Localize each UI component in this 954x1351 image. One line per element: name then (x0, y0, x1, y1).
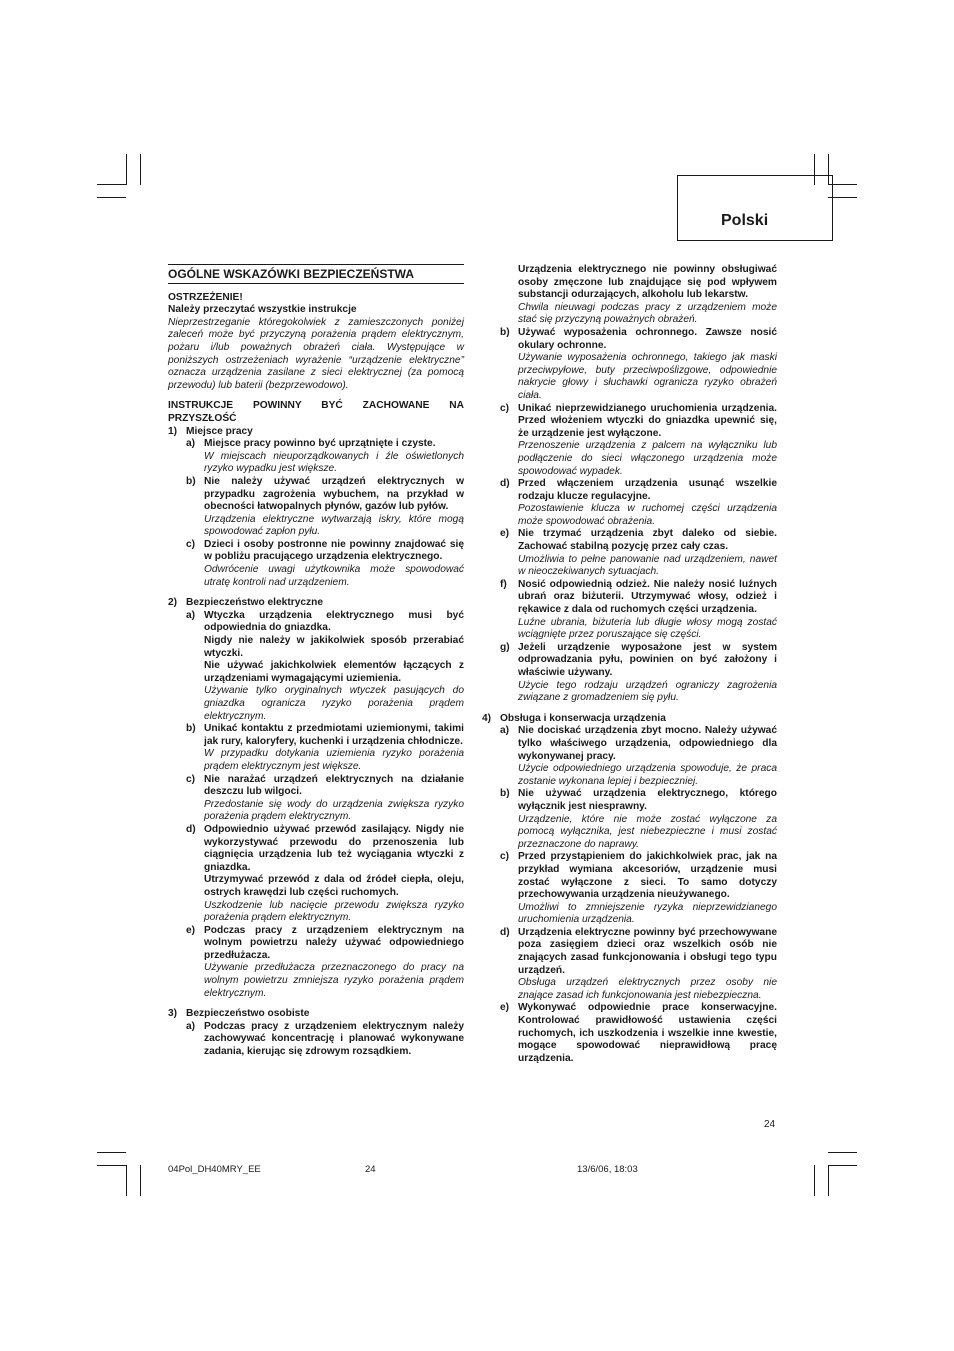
list-item: b) Nie należy używać urządzeń elektrycznych w przypadku zagrożenia wybuchem, na przykład w obecności łatwopalnych płynów, gazów lub pyłów. Urządzenia elektryczne wytwarzają iskry, które mogą spowodować zapłon pyłu. (186, 475, 464, 538)
footer-page: 24 (365, 1164, 376, 1175)
list-item: b) Nie używać urządzenia elektrycznego, którego wyłącznik jest niesprawny. Urządzenie, które nie może zostać wyłączone za pomocą wyłącznika, jest niebezpieczne i musi zostać przeznaczone do naprawy. (500, 788, 777, 850)
right-column (482, 264, 777, 1065)
list-item: c) Nie narażać urządzeń elektrycznych na działanie deszczu lub wilgoci. Przedostanie się wody do urządzenia zwiększa ryzyko porażenia prądem elektrycznym. (186, 773, 464, 823)
keep-instructions-title: INSTRUKCJE POWINNY BYĆ ZACHOWANE NA PRZYSZŁOŚĆ (168, 400, 464, 424)
list-item: a) Podczas pracy z urządzeniem elektrycznym należy zachowywać koncentrację i planować wykonywane zadania, kierując się zdrowym rozsądkiem. (186, 1020, 464, 1058)
section-3-continued: Urządzenia elektrycznego nie powinny obsługiwać osoby zmęczone lub znajdujące się pod wpływem substancji odurzających, alkoholu lub lekarstw. Chwila nieuwagi podczas pracy z urządzeniem może stać się przyczyną poważnych obrażeń. (518, 264, 777, 326)
crop-mark (97, 1152, 126, 1153)
section-3-title: 3) Bezpieczeństwo osobiste (168, 1008, 310, 1020)
section-4-items (500, 725, 777, 1065)
list-item: b) Używać wyposażenia ochronnego. Zawsze nosić okulary ochronne. Używanie wyposażenia ochronnego, takiego jak maski przeciwpyłowe, buty przeciwpoślizgowe, odpowiednie nakrycie głowy i słuchawki ogranicza ryzyko obrażeń ciała. (500, 326, 777, 401)
section-2-title: 2) Bezpieczeństwo elektryczne (168, 597, 324, 609)
page-number: 24 (764, 1119, 776, 1130)
list-item: e) Wykonywać odpowiednie prace konserwacyjne. Kontrolować prawidłowość ustawienia części ruchomych, ich uszkodzenia i wszelkie inne kwestie, mogące spowodować nieprawidłową pracę urządzenia. (500, 1002, 777, 1064)
list-item: a) Nie dociskać urządzenia zbyt mocno. Należy używać tylko właściwego urządzenia, odpowiedniego dla wykonywanej pracy. Użycie odpowiedniego urządzenia spowoduje, że praca zostanie wykonana lepiej i bezpieczniej. (500, 725, 777, 787)
crop-mark (126, 154, 127, 185)
list-item: a) Wtyczka urządzenia elektrycznego musi być odpowiednia do gniazdka. Nigdy nie należy w jakikolwiek sposób przerabiać wtyczki. Nie używać jakichkolwiek elementów łączących z urządzeniami wymagającymi uziemienia. Używanie tylko oryginalnych wtyczek pasujących do gniazdka ogranicza ryzyko porażenia prądem elektrycznym. (186, 609, 464, 722)
list-item: c) Unikać nieprzewidzianego uruchomienia urządzenia. Przed włożeniem wtyczki do gniazdka upewnić się, że urządzenie jest wyłączone. Przenoszenie urządzenia z palcem na wyłączniku lub podłączenie do sieci włączonego urządzenia może spowodować wypadek. (500, 402, 777, 477)
list-item: d) Odpowiednio używać przewód zasilający. Nigdy nie wykorzystywać przewodu do przenoszenia lub ciągnięcia urządzenia lub też wyciągania wtyczki z gniazdka. Utrzymywać przewód z dala od źródeł ciepła, oleju, ostrych krawędzi lub części ruchomych. Uszkodzenie lub nacięcie przewodu zwiększa ryzyko porażenia prądem elektrycznym. (186, 823, 464, 924)
list-item: e) Podczas pracy z urządzeniem elektrycznym na wolnym powietrzu należy używać odpowiedniego przedłużacza. Używanie przedłużacza przeznaczonego do pracy na wolnym powietrzu zmniejsza ryzyko porażenia prądem elektrycznym. (186, 924, 464, 999)
warning-title: OSTRZEŻENIE! (168, 291, 243, 303)
crop-mark (140, 154, 141, 185)
list-item: e) Nie trzymać urządzenia zbyt daleko od siebie. Zachować stabilną pozycję przez cały czas. Umożliwia to pełne panowanie nad urządzeniem, nawet w nieoczekiwanych sytuacjach. (500, 528, 777, 578)
warning-subtitle: Należy przeczytać wszystkie instrukcje (168, 304, 357, 316)
warning-text: Nieprzestrzeganie któregokolwiek z zamieszczonych poniżej zaleceń może być przyczyną porażenia prądem elektrycznym, pożaru i/lub poważnych obrażeń ciała. Występujące w poniższych ostrzeżeniach wyrażenie “urządzenie elektryczne” oznacza urządzenia zasilane z sieci elektrycznej (za pomocą przewodu) lub baterii (bezprzewodowo). (168, 316, 464, 391)
section-1-title: 1) Miejsce pracy (168, 425, 253, 437)
section-4-title: 4) Obsługa i konserwacja urządzenia (482, 712, 666, 724)
crop-mark (140, 1165, 141, 1196)
crop-mark (97, 184, 126, 185)
list-item: a) Miejsce pracy powinno być uprzątnięte i czyste. W miejscach nieuporządkowanych i źle oświetlonych ryzyko wypadku jest większe. (186, 438, 464, 475)
list-item: d) Urządzenia elektryczne powinny być przechowywane poza zasięgiem dzieci oraz wszelkich osób nie znających zasad funkcjonowania i obsługi tego typu urządzeń. Obsługa urządzeń elektrycznych przez osoby nie znające zasad ich funkcjonowania jest niebezpieczna. (500, 926, 777, 1001)
footer-date: 13/6/06, 18:03 (577, 1164, 638, 1175)
section-1-items (168, 438, 464, 589)
crop-mark (828, 1165, 829, 1196)
section-2-items (168, 610, 464, 1000)
section-heading: OGÓLNE WSKAZÓWKI BEZPIECZEŃSTWA (168, 265, 464, 284)
list-item: f) Nosić odpowiednią odzież. Nie należy nosić luźnych ubrań oraz biżuterii. Utrzymywać włosy, odzież i rękawice z dala od ruchomych części urządzenia. Luźne ubrania, biżuteria lub długie włosy mogą zostać wciągnięte przez poruszające się części. (500, 578, 777, 641)
list-item: g) Jeżeli urządzenie wyposażone jest w system odprowadzania pyłu, powinien on być założony i właściwie używany. Użycie tego rodzaju urządzeń ograniczy zagrożenia związane z gromadzeniem się pyłu. (500, 641, 777, 704)
footer-file: 04Pol_DH40MRY_EE (168, 1164, 261, 1175)
left-column (168, 264, 464, 1059)
crop-mark (126, 1165, 127, 1196)
language-label: Polski (721, 212, 769, 229)
list-item: b) Unikać kontaktu z przedmiotami uziemionymi, takimi jak rury, kaloryfery, kuchenki i urządzenia chłodnicze. W przypadku dotykania uziemienia ryzyko porażenia prądem elektrycznym jest większe. (186, 723, 464, 772)
language-tab (677, 175, 833, 241)
list-item: d) Przed włączeniem urządzenia usunąć wszelkie rodzaju klucze regulacyjne. Pozostawienie klucza w ruchomej części urządzenia może spowodować obrażenia. (500, 478, 777, 527)
crop-mark (97, 1165, 126, 1166)
section-3-items (168, 1021, 464, 1059)
list-item: c) Przed przystąpieniem do jakichkolwiek prac, jak na przykład wymiana akcesoriów, urządzenie musi zostać wyłączone z sieci. To samo dotyczy przechowywania urządzenia nieużywanego. Umożliwi to zmniejszenie ryzyka nieprzewidzianego uruchomienia urządzenia. (500, 851, 777, 926)
crop-mark (828, 1165, 857, 1166)
list-item: c) Dzieci i osoby postronne nie powinny znajdować się w pobliżu pracującego urządzenia elektrycznego. Odwrócenie uwagi użytkownika może spowodować utratę kontroli nad urządzeniem. (186, 538, 464, 588)
crop-mark (97, 197, 126, 198)
crop-mark (828, 1152, 857, 1153)
crop-mark (814, 1165, 815, 1196)
